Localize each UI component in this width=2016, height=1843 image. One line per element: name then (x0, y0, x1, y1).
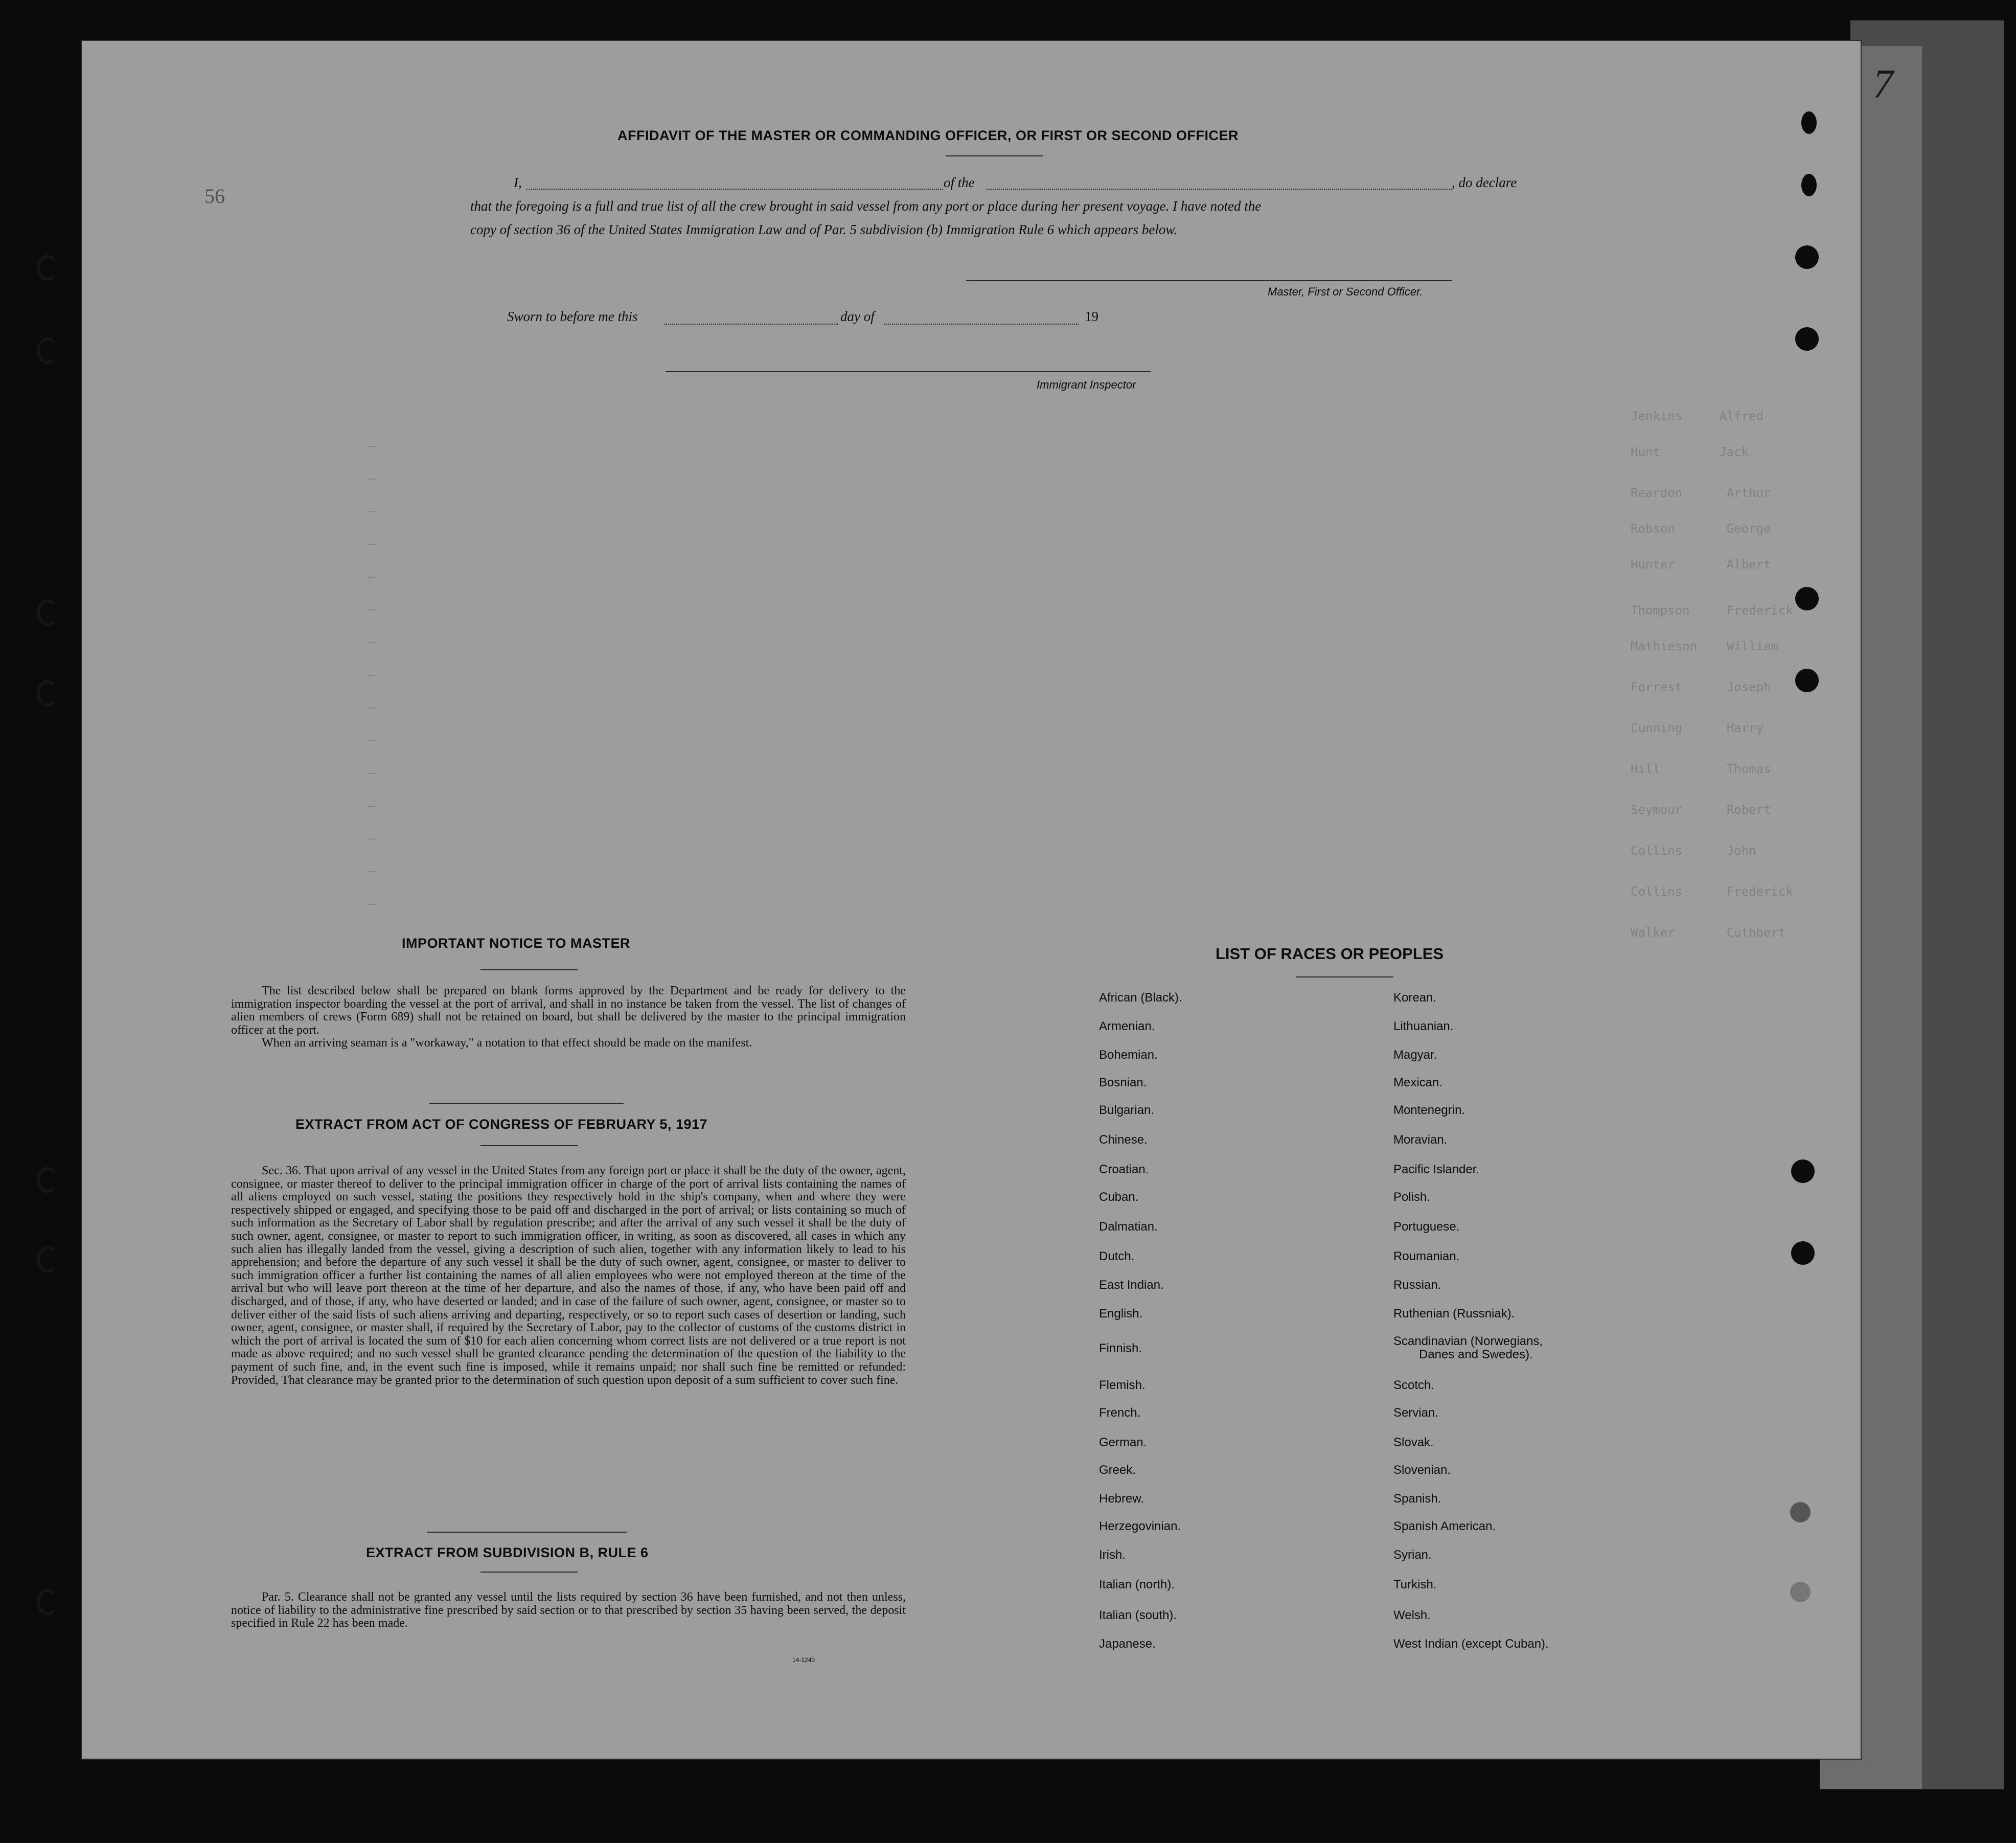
ghost-text: Hunter Albert (1631, 557, 1771, 572)
binder-hole (37, 1246, 58, 1273)
ghost-text: Hill Thomas (1631, 762, 1771, 776)
corner-mark: 7 (1873, 62, 1893, 107)
race-item: Cuban. (1099, 1190, 1139, 1204)
divider (429, 1103, 624, 1104)
binder-hole (37, 1589, 58, 1616)
affidavit-line1-mid: of the (944, 175, 975, 190)
race-item: Armenian. (1099, 1019, 1155, 1033)
divider (427, 1532, 627, 1533)
race-item: Bohemian. (1099, 1048, 1158, 1062)
affidavit-title: AFFIDAVIT OF THE MASTER OR COMMANDING OFFICER, OR FIRST OR SECOND OFFICER (617, 128, 1239, 143)
divider (1296, 976, 1393, 977)
form-sheet (82, 41, 1861, 1759)
ghost-text: Forrest Joseph (1631, 680, 1771, 694)
race-item: Montenegrin. (1393, 1103, 1465, 1117)
race-item: Korean. (1393, 991, 1437, 1005)
race-item: Moravian. (1393, 1133, 1448, 1147)
inspector-signature-line[interactable] (666, 371, 1151, 372)
affidavit-line3: copy of section 36 of the United States Immigration Law and of Par. 5 subdivision (b) Immigration Rule 6 which appears below. (470, 222, 1178, 237)
race-item: Mexican. (1393, 1076, 1443, 1089)
ghost-text: Collins John (1631, 844, 1756, 858)
sworn-prefix: Sworn to before me this (507, 309, 638, 324)
race-item: Hebrew. (1099, 1492, 1144, 1506)
race-item: English. (1099, 1307, 1143, 1321)
signature-line[interactable] (966, 280, 1452, 281)
divider (946, 155, 1043, 156)
affidavit-line2: that the foregoing is a full and true list of all the crew brought in said vessel from any port or place during her present voyage. I have noted the (470, 198, 1262, 214)
divider (480, 1145, 578, 1146)
vessel-name-blank[interactable] (987, 188, 1452, 190)
race-item: Flemish. (1099, 1378, 1146, 1392)
race-item: Japanese. (1099, 1637, 1156, 1651)
race-item: Pacific Islander. (1393, 1163, 1480, 1176)
race-item: Croatian. (1099, 1163, 1149, 1176)
punch-hole (1801, 111, 1817, 134)
race-item: Finnish. (1099, 1341, 1142, 1355)
extract-rule-title: EXTRACT FROM SUBDIVISION B, RULE 6 (366, 1545, 649, 1560)
race-item: Roumanian. (1393, 1249, 1460, 1263)
punch-hole (1795, 587, 1819, 610)
ghost-text: Hunt Jack (1631, 445, 1749, 459)
affidavit-line1-suffix: , do declare (1452, 175, 1517, 190)
divider (480, 969, 578, 970)
ghost-text: Reardon Arthur (1631, 486, 1771, 500)
race-item: Spanish. (1393, 1492, 1441, 1506)
race-item: Turkish. (1393, 1578, 1437, 1591)
ghost-dashes: – – – – – – – – – – – – – – – (368, 439, 376, 911)
binder-hole (37, 599, 58, 626)
ghost-text: Cunning Harry (1631, 721, 1764, 735)
race-item: Spanish American. (1393, 1519, 1496, 1533)
race-item: Dalmatian. (1099, 1220, 1158, 1234)
ghost-text: Jenkins Alfred (1631, 409, 1764, 423)
extract-rule-text: Par. 5. Clearance shall not be granted any vessel until the lists required by section 36 have been furnished, and not then unless, notice of liability to the administrative fine prescribed by said section or to that prescribed by section 35 having been served, the deposit specified in Rule 22 has been made. (231, 1590, 906, 1630)
punch-hole (1795, 669, 1819, 692)
extract-act-title: EXTRACT FROM ACT OF CONGRESS OF FEBRUARY 5, 1917 (295, 1117, 708, 1132)
race-item: Italian (north). (1099, 1578, 1175, 1591)
ghost-text: Mathieson William (1631, 639, 1778, 653)
binder-hole (37, 255, 58, 281)
punch-hole (1791, 1241, 1815, 1265)
race-item: Danes and Swedes). (1419, 1348, 1533, 1361)
extract-act-text: Sec. 36. That upon arrival of any vessel in the United States from any foreign port or place it shall be the duty of the owner, agent, consignee, or master thereof to deliver to the principal immigration officer in charge of the port of arrival lists containing the names of all aliens employed on such vessel, stating the positions they respectively hold in the ship's company, when and where they were respectively shipped or engaged, and specifying those to be paid off and discharged in the port of arrival; or lists containing so much of such information as the Secretary of Labor shall by regulation prescribe; and after the arrival of any such vessel it shall be the duty of such owner, agent, consignee, or master to report to such immigration officer, in writing, as soon as discovered, all cases in which any such alien has illegally landed from the vessel, giving a description of such alien, together with any information likely to lead to his apprehension; and before the departure of any such vessel it shall be the duty of such owner, agent, consignee, or master to deliver to such immigration officer a further list containing the names of all alien employees who were not employed thereon at the time of the arrival but who will leave port thereon at the time of her departure, and also the names of those, if any, who have been paid off and discharged, and of those, if any, who have deserted or landed; and in case of the failure of such owner, agent, consignee, or master so to deliver either of the said lists of such aliens arriving and departing, respectively, or so to report such cases of desertion or landing, such owner, agent, consignee, or master shall, if required by the Secretary of Labor, pay to the collector of customs of the customs district in which the port of arrival is located the sum of $10 for each alien concerning whom correct lists are not delivered or a true report is not made as above required; and no such vessel shall be granted clearance pending the determination of the question of the liability to the payment of such fine, and, in the event such fine is imposed, while it remains unpaid; nor shall such fine be remitted or refunded: Provided, That clearance may be granted prior to the determination of such question upon deposit of a sum sufficient to cover such fine. (231, 1164, 906, 1387)
race-item: Polish. (1393, 1190, 1431, 1204)
race-item: Herzegovinian. (1099, 1519, 1181, 1533)
race-item: East Indian. (1099, 1278, 1164, 1292)
margin-stamp: 56 (204, 185, 225, 208)
ghost-text: Collins Frederick (1631, 884, 1793, 899)
extract-act-body (231, 1165, 906, 1387)
sworn-month-blank[interactable] (884, 323, 1079, 325)
binder-hole (37, 1167, 58, 1193)
ghost-text: Robson George (1631, 521, 1771, 536)
race-item: French. (1099, 1406, 1141, 1420)
notice-para2: When an arriving seaman is a "workaway," a notation to that effect should be made on the manifest. (262, 1036, 752, 1050)
race-item: Magyar. (1393, 1048, 1437, 1062)
officer-name-blank[interactable] (526, 188, 943, 190)
notice-body (231, 985, 906, 1050)
race-item: German. (1099, 1436, 1147, 1449)
race-item: Scandinavian (Norwegians, (1393, 1334, 1543, 1348)
race-item: Slovak. (1393, 1436, 1434, 1449)
binder-hole (37, 680, 58, 707)
notice-para1: The list described below shall be prepared on blank forms approved by the Department and be ready for delivery to the immigration inspector boarding the vessel at the port of arrival, and shall in no instance be taken from the vessel. The list of changes of alien members of crews (Form 689) shall not be retained on board, but shall be delivered by the master to the principal immigration officer at the port. (231, 984, 906, 1037)
race-item: Slovenian. (1393, 1463, 1451, 1477)
divider (480, 1572, 578, 1573)
punch-hole (1801, 174, 1817, 196)
race-item: Portuguese. (1393, 1220, 1460, 1234)
notice-title: IMPORTANT NOTICE TO MASTER (402, 936, 630, 951)
binder-hole (37, 337, 58, 364)
punch-hole (1791, 1159, 1815, 1183)
races-title: LIST OF RACES OR PEOPLES (1216, 945, 1444, 963)
race-item: Welsh. (1393, 1608, 1431, 1622)
race-item: Russian. (1393, 1278, 1441, 1292)
ghost-text: Walker Cuthbert (1631, 925, 1786, 940)
punch-hole (1795, 245, 1819, 269)
race-item: Scotch. (1393, 1378, 1435, 1392)
race-item: West Indian (except Cuban). (1393, 1637, 1549, 1651)
ghost-text: Seymour Robert (1631, 803, 1771, 817)
race-item: African (Black). (1099, 991, 1182, 1005)
extract-rule-body (231, 1591, 906, 1630)
sworn-mid: day of (840, 309, 875, 324)
race-item: Syrian. (1393, 1548, 1432, 1562)
race-item: Bosnian. (1099, 1076, 1147, 1089)
inspector-label: Immigrant Inspector (1037, 378, 1136, 391)
punch-hole (1795, 327, 1819, 351)
race-item: Bulgarian. (1099, 1103, 1155, 1117)
race-item: Lithuanian. (1393, 1019, 1454, 1033)
race-item: Dutch. (1099, 1249, 1135, 1263)
race-item: Italian (south). (1099, 1608, 1177, 1622)
punch-hole (1790, 1582, 1811, 1602)
sworn-day-blank[interactable] (665, 323, 838, 325)
race-item: Servian. (1393, 1406, 1439, 1420)
race-item: Chinese. (1099, 1133, 1148, 1147)
race-item: Irish. (1099, 1548, 1126, 1562)
sworn-year: 19 (1085, 309, 1098, 324)
race-item: Greek. (1099, 1463, 1136, 1477)
affidavit-line1-prefix: I, (514, 175, 522, 190)
punch-hole (1790, 1502, 1811, 1522)
form-number: 14-1240 (792, 1656, 815, 1664)
signature-label: Master, First or Second Officer. (1268, 285, 1423, 298)
race-item: Ruthenian (Russniak). (1393, 1307, 1515, 1321)
ghost-text: Thompson Frederick (1631, 603, 1793, 618)
